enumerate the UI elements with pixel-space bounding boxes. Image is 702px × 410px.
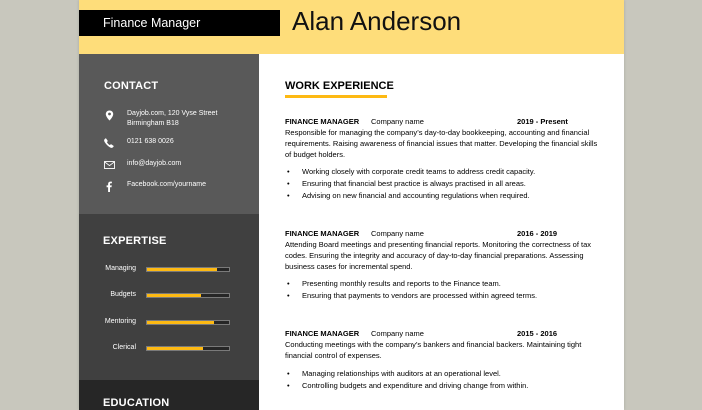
sidebar	[79, 54, 259, 410]
expertise-section	[79, 214, 259, 380]
job-entry	[285, 117, 605, 202]
job-bullets	[285, 368, 605, 392]
skill-row	[79, 317, 259, 329]
job-title: Finance Manager	[103, 16, 201, 30]
job-role: FINANCE MANAGER	[285, 117, 360, 126]
job-title-bar	[79, 10, 280, 36]
job-dates: 2015 - 2016	[517, 329, 558, 338]
list-item: • Managing relationships with auditors at an operational level.	[285, 368, 605, 380]
job-entry	[285, 329, 605, 392]
email-text: info@dayjob.com	[127, 160, 182, 167]
contact-section	[79, 54, 259, 214]
list-item: • Ensuring that payments to vendors are processed within agreed terms.	[285, 290, 605, 302]
job-description: Attending Board meetings and presenting financial reports. Monitoring the correctness of tax codes. Ensuring the integrity and accuracy of day-to-day financial preparations. Assessing business cases for incremental spend.	[285, 240, 592, 271]
job-entry	[285, 229, 605, 302]
skill-bar-fill	[147, 268, 217, 271]
job-bullets	[285, 278, 605, 302]
skill-row	[79, 343, 259, 355]
job-dates: 2019 - Present	[517, 117, 568, 126]
education-heading: EDUCATION	[103, 397, 170, 409]
facebook-text: Facebook.com/yourname	[127, 181, 206, 188]
skill-bar	[146, 346, 230, 351]
skill-bar-fill	[147, 321, 214, 324]
skill-label: Managing	[105, 265, 136, 272]
job-description: Responsible for managing the company’s day-to-day bookkeeping, accounting and financial requirements. Raising awareness of financial issues that matter. Developing the financial skills of budget holders.	[285, 128, 598, 159]
address-line1: Dayjob.com, 120 Vyse Street	[127, 110, 218, 117]
list-item: • Controlling budgets and expenditure and driving change from within.	[285, 380, 605, 392]
job-company: Company name	[371, 117, 424, 126]
job-role: FINANCE MANAGER	[285, 329, 360, 338]
envelope-icon	[103, 159, 115, 171]
expertise-heading: EXPERTISE	[103, 235, 167, 247]
job-company: Company name	[371, 229, 424, 238]
contact-heading: CONTACT	[104, 80, 159, 92]
skill-bar	[146, 320, 230, 325]
heading-underline	[285, 95, 387, 98]
skill-label: Budgets	[110, 291, 136, 298]
job-header	[285, 117, 605, 128]
location-pin-icon	[103, 109, 115, 121]
skill-label: Mentoring	[104, 318, 136, 325]
phone-icon	[103, 137, 115, 149]
list-item: • Advising on new financial and accounting regulations when required.	[285, 190, 605, 202]
phone-text: 0121 638 0026	[127, 138, 174, 145]
job-role: FINANCE MANAGER	[285, 229, 360, 238]
list-item: • Ensuring that financial best practice is always practised in all areas.	[285, 178, 605, 190]
job-dates: 2016 - 2019	[517, 229, 558, 238]
skill-row	[79, 264, 259, 276]
skill-bar-fill	[147, 294, 201, 297]
job-header	[285, 229, 605, 240]
job-company: Company name	[371, 329, 424, 338]
list-item: • Working closely with corporate credit teams to address credit capacity.	[285, 166, 605, 178]
job-bullets	[285, 166, 605, 202]
job-description: Conducting meetings with the company’s bankers and financial backers. Maintaining tight financial control of expenses.	[285, 340, 582, 360]
cv-page	[79, 0, 624, 410]
education-section	[79, 380, 259, 410]
skill-label: Clerical	[112, 344, 136, 351]
address-line2: Birmingham B18	[127, 120, 179, 127]
skill-row	[79, 290, 259, 302]
cv-header	[79, 0, 624, 54]
job-header	[285, 329, 605, 340]
skill-bar	[146, 267, 230, 272]
skill-bar-fill	[147, 347, 203, 350]
work-experience-heading: WORK EXPERIENCE	[285, 80, 394, 92]
skill-bar	[146, 293, 230, 298]
candidate-name: Alan Anderson	[292, 6, 462, 36]
list-item: • Presenting monthly results and reports to the Finance team.	[285, 278, 605, 290]
facebook-icon	[103, 180, 115, 192]
